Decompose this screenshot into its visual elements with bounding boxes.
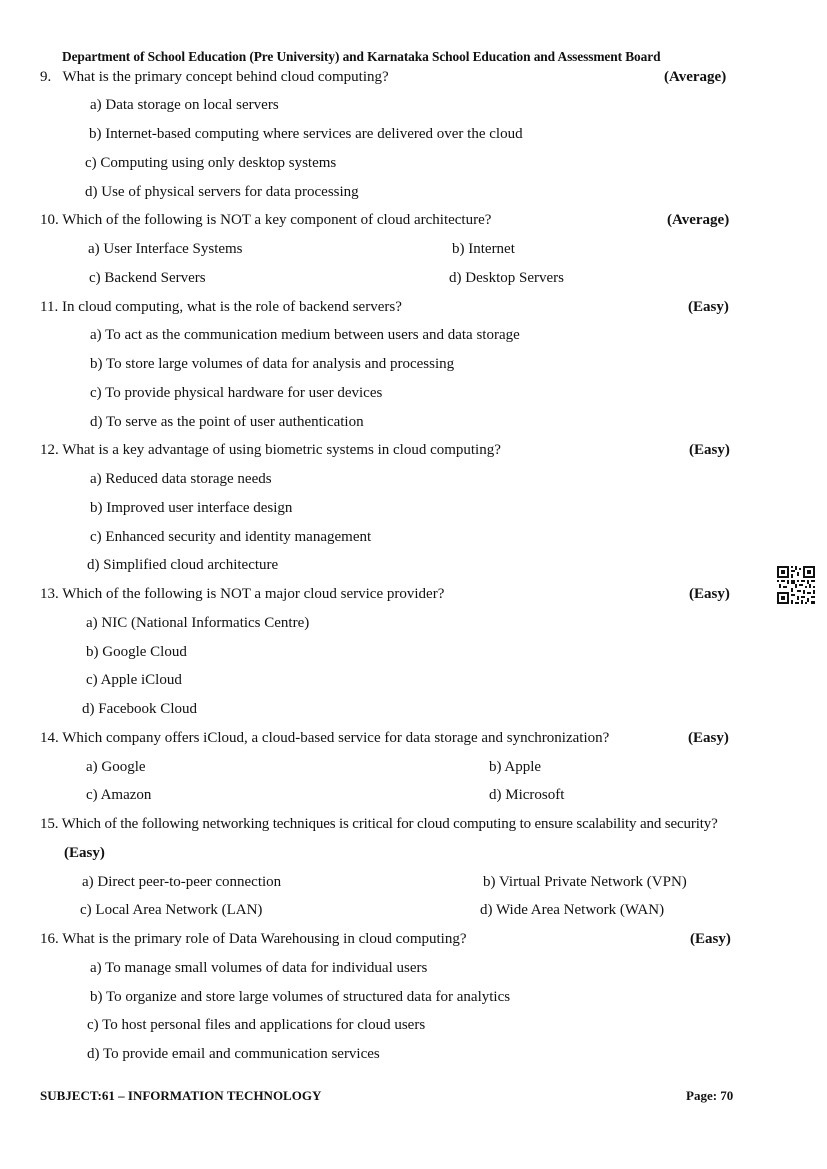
option-b: b) Apple [489,759,542,775]
option-b: b) To store large volumes of data for analysis and processing [90,356,455,372]
question-text: What is the primary role of Data Warehousing in cloud computing? [62,931,467,947]
option-b: b) To organize and store large volumes of structured data for analytics [90,989,511,1005]
option-d: d) Wide Area Network (WAN) [480,902,665,918]
question-number: 9. [40,69,52,85]
question-15 [40,816,718,833]
option-a: a) User Interface Systems [88,241,243,257]
option-c: c) Local Area Network (LAN) [80,902,263,918]
option-a: a) Direct peer-to-peer connection [82,874,282,890]
option-c: c) Backend Servers [89,270,206,286]
page-header: Department of School Education (Pre University) and Karnataka School Education and Assessment Board [62,49,661,64]
question-text: In cloud computing, what is the role of backend servers? [61,299,402,315]
difficulty-badge: (Average) [664,69,727,85]
question-text: Which of the following is NOT a major cloud service provider? [62,586,445,602]
difficulty-badge: (Easy) [689,442,730,458]
difficulty-badge: (Easy) [64,845,105,861]
option-a: a) Data storage on local servers [90,97,279,113]
option-c: c) Amazon [86,787,152,803]
option-a: a) To manage small volumes of data for individual users [90,960,428,976]
difficulty-badge: (Easy) [689,586,730,602]
option-d: d) Desktop Servers [449,270,564,286]
qr-code-icon [776,565,816,605]
option-c: c) Computing using only desktop systems [85,155,337,171]
option-a: a) To act as the communication medium between users and data storage [90,327,520,343]
question-12 [40,442,501,459]
question-number: 16. [40,931,59,947]
footer-page-number: Page: 70 [686,1088,734,1103]
question-text: What is the primary concept behind cloud computing? [62,69,389,85]
difficulty-badge: (Easy) [688,730,729,746]
option-b: b) Google Cloud [86,644,187,660]
difficulty-badge: (Easy) [688,299,729,315]
question-number: 13. [40,586,59,602]
option-d: d) Microsoft [489,787,565,803]
question-14 [40,730,609,747]
option-b: b) Improved user interface design [90,500,293,516]
difficulty-badge: (Average) [667,212,730,228]
question-9 [40,69,389,86]
question-number: 15. [40,816,59,832]
option-c: c) To provide physical hardware for user devices [90,385,383,401]
question-text: Which of the following networking techniques is critical for cloud computing to ensure scalability and security? [61,816,718,832]
question-text: What is a key advantage of using biometric systems in cloud computing? [62,442,501,458]
question-number: 14. [40,730,59,746]
question-11 [40,299,402,316]
question-text: Which of the following is NOT a key component of cloud architecture? [62,212,492,228]
option-d: d) To serve as the point of user authentication [90,414,364,430]
option-d: d) Simplified cloud architecture [87,557,279,573]
question-number: 11. [40,299,59,315]
difficulty-badge: (Easy) [690,931,731,947]
option-c: c) Apple iCloud [86,672,182,688]
option-b: b) Virtual Private Network (VPN) [483,874,687,890]
option-a: a) Google [86,759,146,775]
question-16 [40,931,466,948]
option-b: b) Internet-based computing where services are delivered over the cloud [89,126,523,142]
question-number: 12. [40,442,59,458]
question-10 [40,212,491,229]
question-number: 10. [40,212,59,228]
option-c: c) Enhanced security and identity management [90,529,372,545]
footer-subject: SUBJECT:61 – INFORMATION TECHNOLOGY [40,1088,322,1103]
option-a: a) Reduced data storage needs [90,471,272,487]
question-text: Which company offers iCloud, a cloud-based service for data storage and synchronization? [62,730,610,746]
option-b: b) Internet [452,241,515,257]
option-d: d) Use of physical servers for data processing [85,184,359,200]
question-13 [40,586,444,603]
option-d: d) Facebook Cloud [82,701,197,717]
option-a: a) NIC (National Informatics Centre) [86,615,310,631]
option-c: c) To host personal files and applications for cloud users [87,1017,426,1033]
option-d: d) To provide email and communication services [87,1046,380,1062]
